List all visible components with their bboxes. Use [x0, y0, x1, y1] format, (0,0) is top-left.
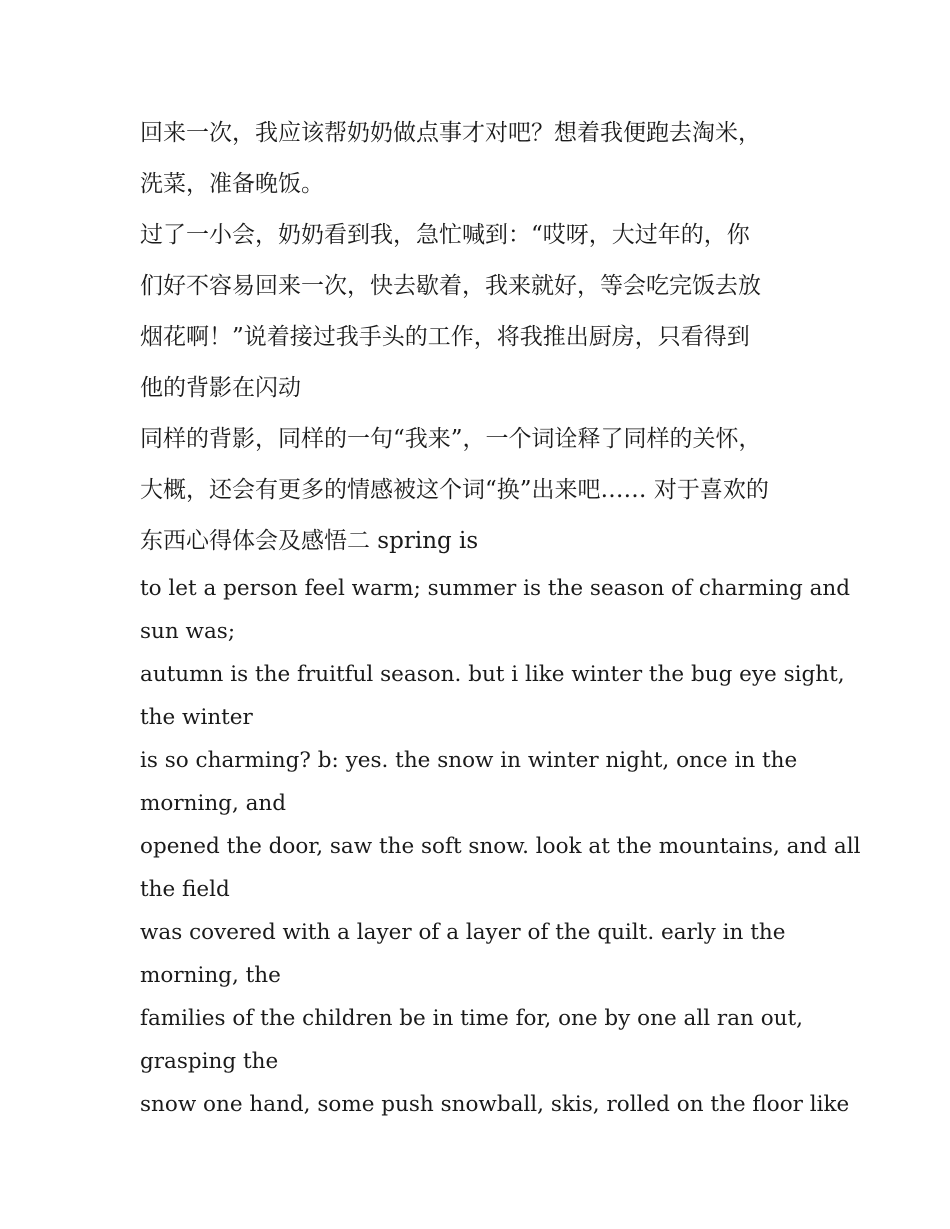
text-line: opened the door, saw the soft snow. look at the mountains, and all [140, 834, 861, 859]
text-line: 洗菜，准备晚饭。 [140, 171, 324, 197]
text-line: 同样的背影，同样的一句“我来”，一个词诠释了同样的关怀， [140, 426, 762, 452]
text-line: was covered with a layer of a layer of the quilt. early in the [140, 920, 786, 945]
text-line: the field [140, 877, 230, 902]
text-line: is so charming? b: yes. the snow in winter night, once in the [140, 748, 798, 773]
text-line: grasping the [140, 1049, 279, 1074]
text-line: 大概，还会有更多的情感被这个词“换”出来吧…… 对于喜欢的 [140, 477, 769, 503]
text-line: sun was; [140, 619, 236, 644]
text-line: autumn is the fruitful season. but i like winter the bug eye sight, [140, 662, 845, 687]
text-line: 过了一小会，奶奶看到我，急忙喊到：“哎呀，大过年的，你 [140, 222, 750, 248]
text-line: 烟花啊！”说着接过我手头的工作，将我推出厨房，只看得到 [140, 324, 750, 350]
text-line: 东西心得体会及感悟二 spring is [140, 528, 479, 554]
text-line: to let a person feel warm; summer is the season of charming and [140, 576, 851, 601]
text-line: families of the children be in time for, one by one all ran out, [140, 1006, 803, 1031]
text-line: snow one hand, some push snowball, skis, rolled on the floor like [140, 1092, 850, 1117]
body-text [140, 108, 861, 1126]
text-line: the winter [140, 705, 253, 730]
text-line: 回来一次，我应该帮奶奶做点事才对吧？想着我便跑去淘米， [140, 120, 761, 146]
text-line: 们好不容易回来一次，快去歇着，我来就好，等会吃完饭去放 [140, 273, 761, 299]
english-paragraph [140, 567, 861, 1126]
text-line: 他的背影在闪动 [140, 375, 301, 401]
text-line: morning, the [140, 963, 281, 988]
text-line: morning, and [140, 791, 287, 816]
